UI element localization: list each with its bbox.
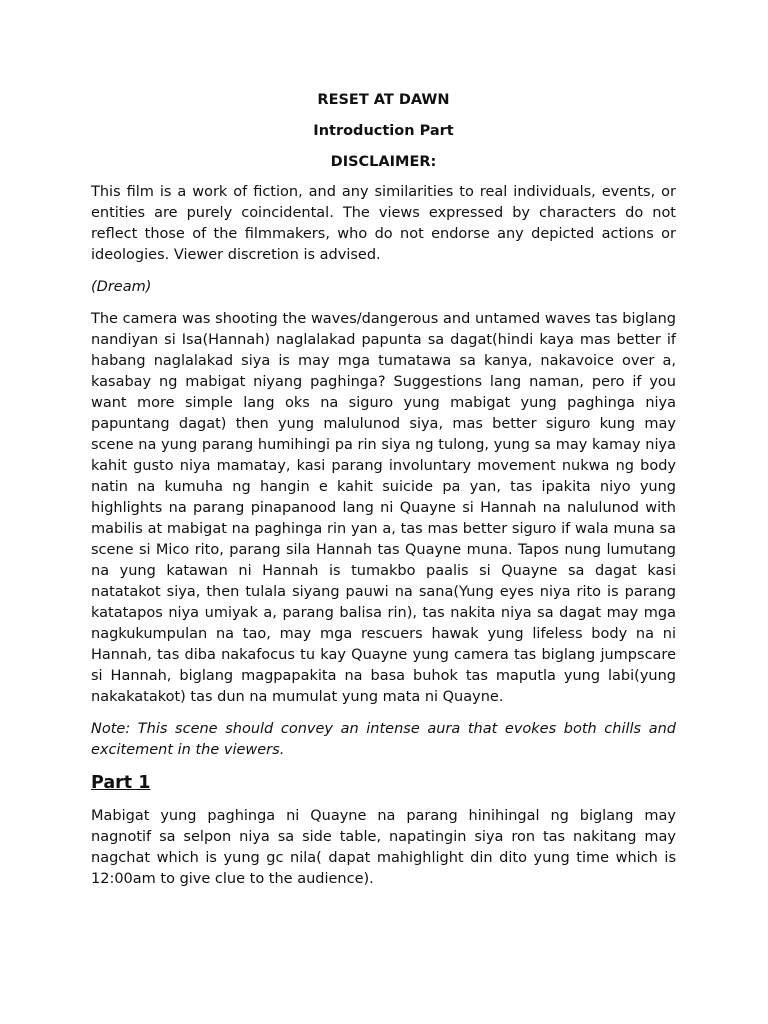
part-paragraph: Mabigat yung paghinga ni Quayne na parang hinihingal ng biglang may nagnotif sa selpon niya sa side table, napatingin siya ron tas nakitang may nagchat which is yung gc nila( dapat mahighlight din dito yung time which is 12:00am to give clue to the audience). bbox=[91, 808, 676, 887]
disclaimer-heading: DISCLAIMER: bbox=[330, 154, 437, 170]
document-title: RESET AT DAWN bbox=[317, 92, 450, 108]
scene-paragraph: The camera was shooting the waves/dangerous and untamed waves tas biglang nandiyan si Isa(Hannah) naglalakad papunta sa dagat(hindi kaya mas better if habang naglalakad siya is may mga tumatawa sa kanya, nakavoice over a, kasabay ng mabigat niyang paghinga? Suggestions lang naman, pero if you want more simple lang oks na siguro yung mabigat yung paghinga niya papuntang dagat) then yung malulunod siya, mas better siguro kung may scene na yung parang humihingi pa rin siya ng tulong, yung sa may kamay niya kahit gusto niya mamatay, kasi parang involuntary movement nukwa ng body natin na kumuha ng hangin e kahit suicide pa yan, tas ipakita niyo yung highlights na parang pinapanood lang ni Quayne si Hannah na nalulunod with mabilis at mabigat na paghinga rin yan a, tas mas better siguro if wala muna sa scene si Mico rito, parang sila Hannah tas Quayne muna. Tapos nung lumutang na yung katawan ni Hannah is tumakbo paalis si Quayne sa dagat kasi natatakot siya, then tulala siyang pauwi na sana(Yung eyes niya rito is parang katatapos niya umiyak a, parang balisa rin), tas nakita niya sa dagat may mga nagkukumpulan na tao, may mga rescuers hawak yung lifeless body na ni Hannah, tas diba nakafocus tu kay Quayne yung camera tas biglang jumpscare si Hannah, biglang magpapakita na basa buhok tas maputla yung labi(yung nakakatakot) tas dun na mumulat yung mata ni Quayne. bbox=[91, 311, 676, 705]
scene-note: Note: This scene should convey an intense aura that evokes both chills and excitement in the viewers. bbox=[91, 721, 676, 758]
document-subtitle: Introduction Part bbox=[313, 123, 454, 139]
dream-label: (Dream) bbox=[91, 279, 152, 295]
disclaimer-paragraph: This film is a work of fiction, and any similarities to real individuals, events, or entities are purely coincidental. The views expressed by characters do not reflect those of the filmmakers, who do not endorse any depicted actions or ideologies. Viewer discretion is advised. bbox=[91, 184, 676, 263]
document-page bbox=[91, 90, 676, 890]
part-heading: Part 1 bbox=[91, 773, 151, 793]
